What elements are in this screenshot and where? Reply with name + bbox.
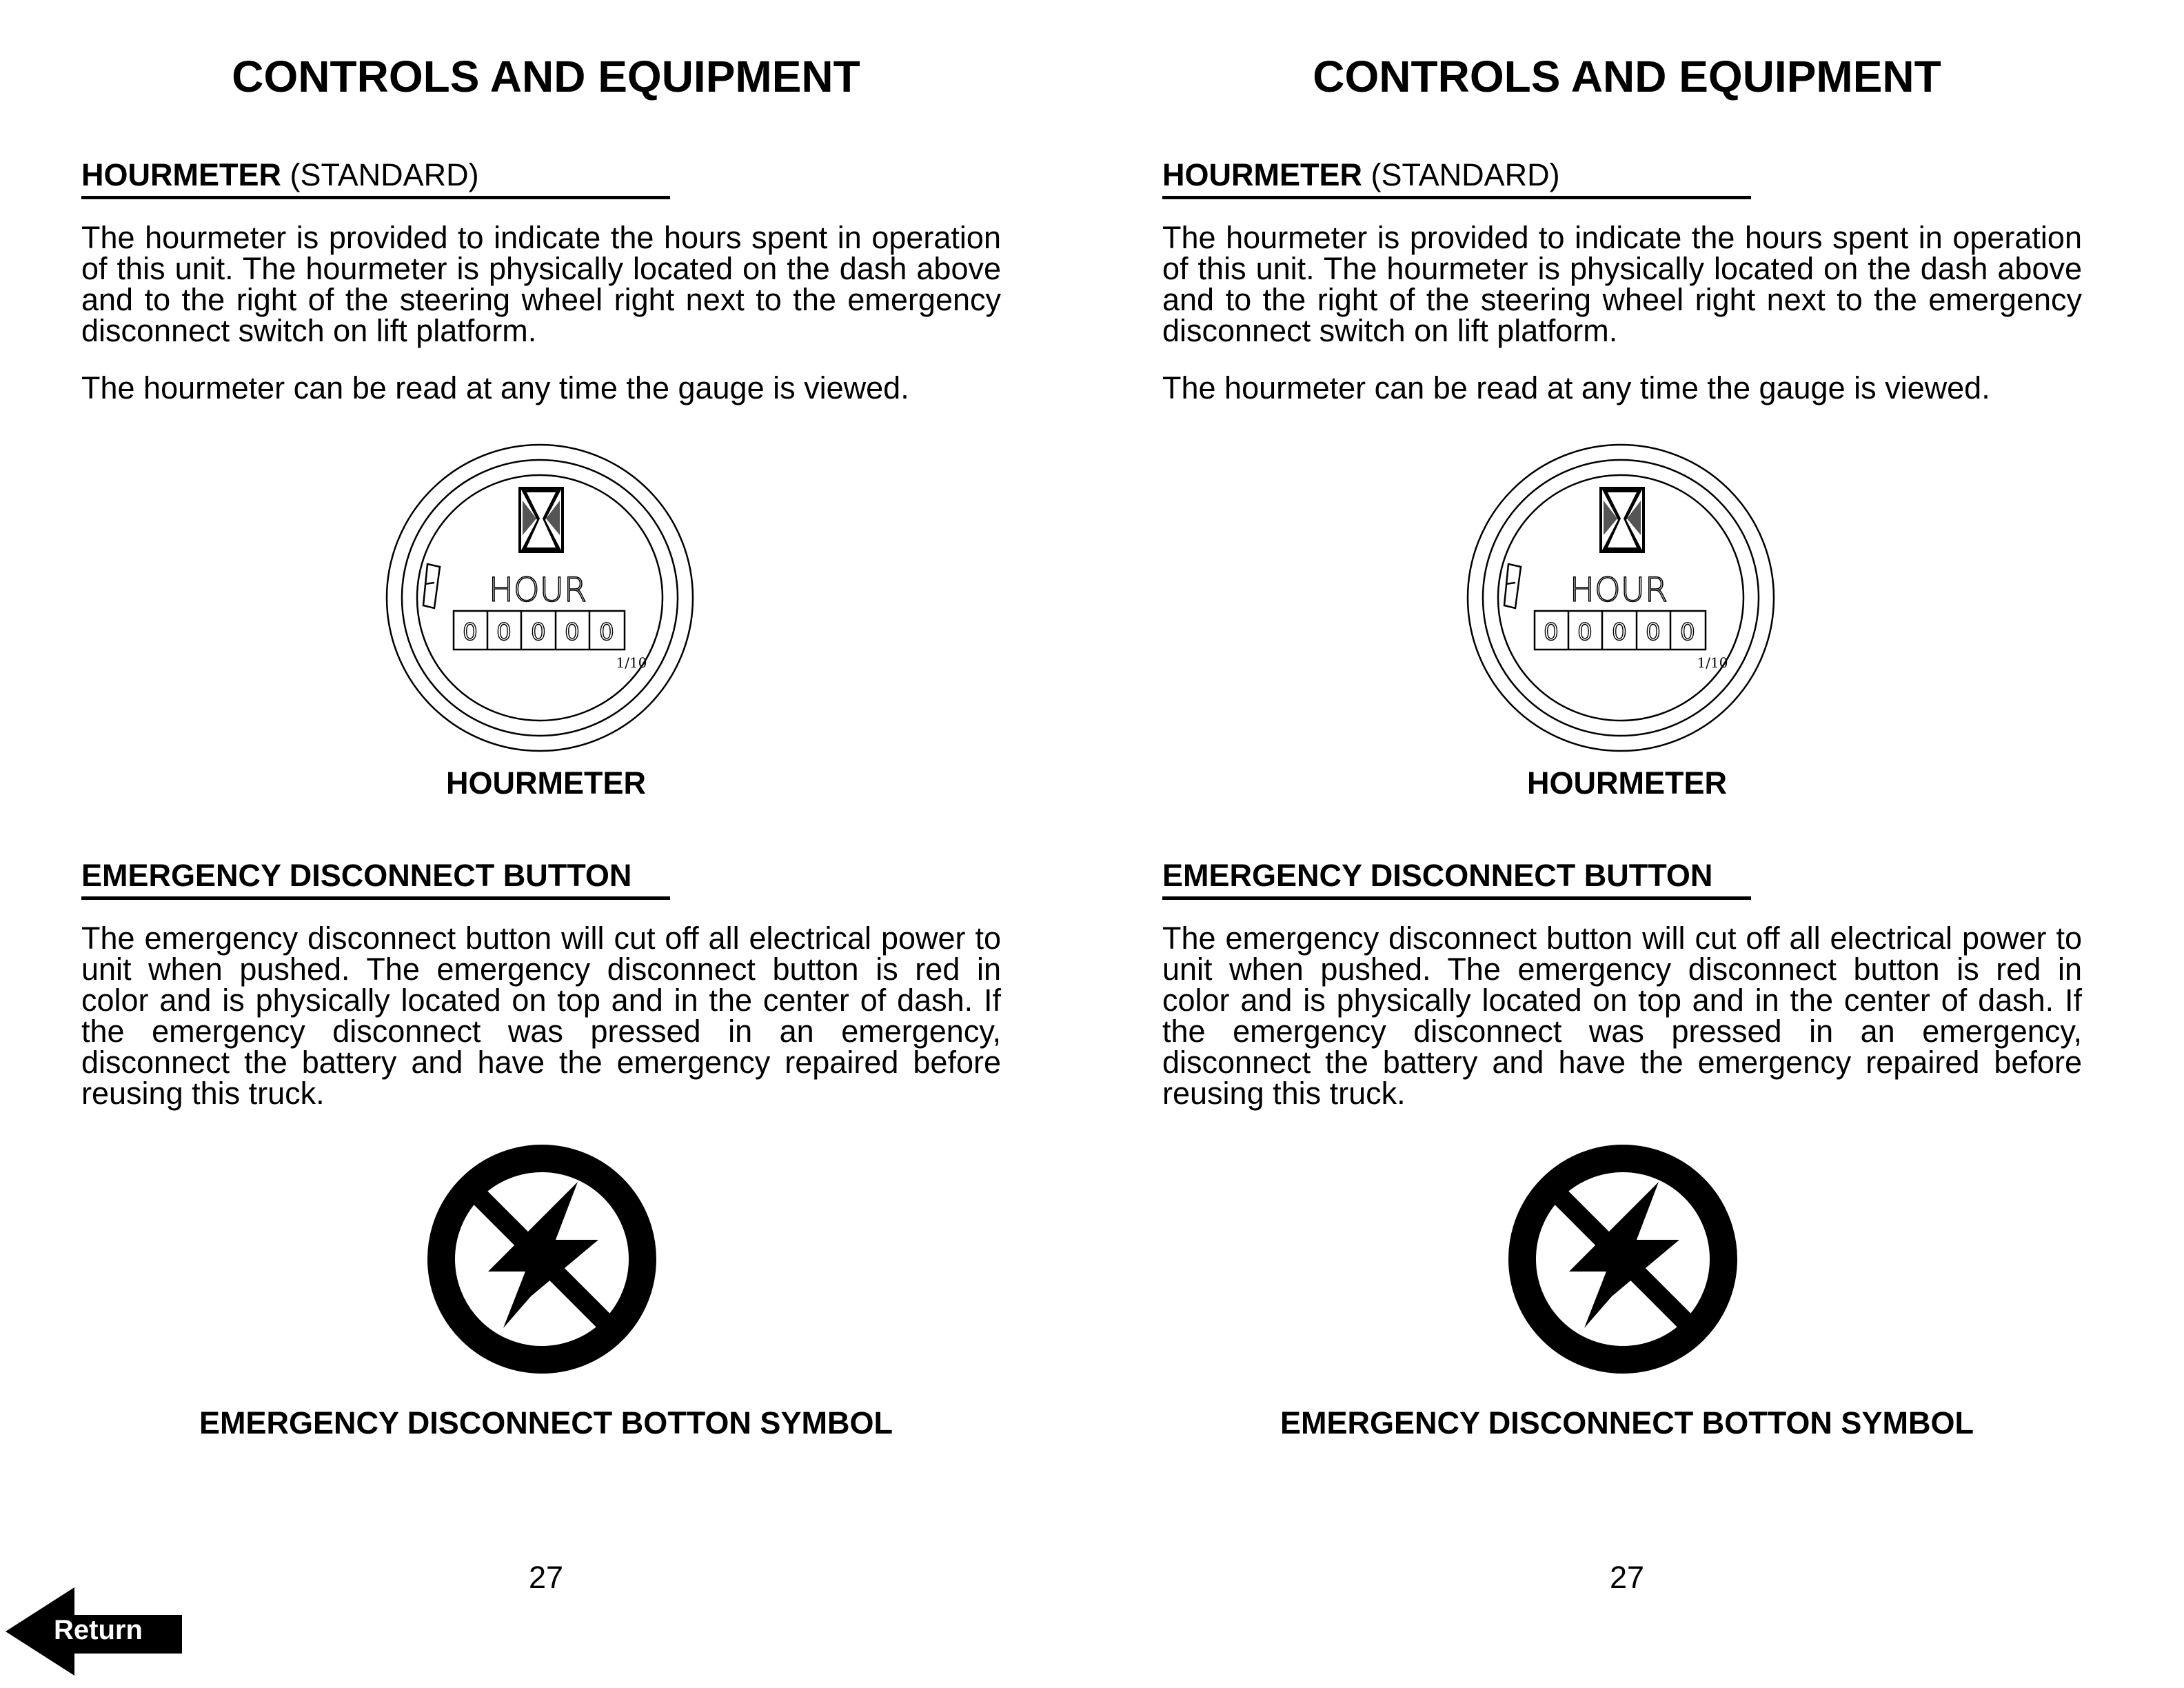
gauge-digit: 0: [463, 619, 478, 646]
emergency-disconnect-figure-caption: EMERGENCY DISCONNECT BOTTON SYMBOL: [199, 1405, 893, 1440]
digit-counter: [454, 611, 625, 650]
emergency-disconnect-heading-text: EMERGENCY DISCONNECT BUTTON: [81, 858, 632, 893]
return-label: Return: [54, 1615, 143, 1645]
hourmeter-reading-note: The hourmeter can be read at any time the gauge is viewed.: [81, 370, 909, 405]
hourmeter-section-heading: [81, 157, 670, 199]
power-disconnect-icon: [1508, 1145, 1737, 1374]
emergency-disconnect-description: The emergency disconnect button will cut off all electrical power to unit when pushed. The emergency disconnect button is red in color and is physically located on top and in the center of dash. If the emergency disconnect was pressed in an emergency, disconnect the battery and have the emergency repaired before reusing this truck.: [1162, 921, 2082, 1111]
emergency-disconnect-heading-text: EMERGENCY DISCONNECT BUTTON: [1162, 858, 1713, 893]
hourmeter-heading-bold: HOURMETER: [1162, 157, 1362, 192]
hourglass-icon: [1601, 488, 1644, 552]
gauge-scale-label: 1/10: [1697, 654, 1728, 671]
page-number: 27: [1609, 1560, 1645, 1595]
emergency-disconnect-section-heading: [81, 858, 670, 900]
hourmeter-heading-qualifier: (STANDARD): [281, 157, 479, 192]
page-right: [1081, 0, 2173, 1688]
gauge-digit: 0: [1646, 619, 1661, 646]
gauge-digit: 0: [599, 619, 614, 646]
hourmeter-heading-qualifier: (STANDARD): [1362, 157, 1560, 192]
power-disconnect-icon: [427, 1145, 656, 1374]
emergency-disconnect-section-heading: [1162, 858, 1751, 900]
page-title: CONTROLS AND EQUIPMENT: [1313, 52, 1941, 101]
indicator-tab-icon: [1504, 564, 1521, 608]
emergency-disconnect-figure-caption: EMERGENCY DISCONNECT BOTTON SYMBOL: [1280, 1405, 1974, 1440]
hourmeter-reading-note: The hourmeter can be read at any time the gauge is viewed.: [1162, 370, 1990, 405]
gauge-digit: 0: [496, 619, 512, 646]
gauge-digit: 0: [565, 619, 580, 646]
page-title: CONTROLS AND EQUIPMENT: [232, 52, 860, 101]
hourmeter-figure-caption: HOURMETER: [1527, 765, 1727, 801]
gauge-scale-label: 1/10: [616, 654, 647, 671]
hourmeter-figure-caption: HOURMETER: [446, 765, 646, 801]
hourglass-icon: [520, 488, 563, 552]
gauge-digit: 0: [1612, 619, 1627, 646]
hourmeter-heading-bold: HOURMETER: [81, 157, 281, 192]
hourmeter-description: The hourmeter is provided to indicate the hours spent in operation of this unit. The hourmeter is physically located on the dash above and to the right of the steering wheel right next to the emergency disconnect switch on lift platform.: [81, 220, 1001, 348]
page-number: 27: [528, 1560, 564, 1595]
hourmeter-gauge: [1466, 443, 1776, 753]
gauge-digit: 0: [1680, 619, 1695, 646]
indicator-tab-icon: [423, 564, 440, 608]
emergency-disconnect-description: The emergency disconnect button will cut off all electrical power to unit when pushed. The emergency disconnect button is red in color and is physically located on top and in the center of dash. If the emergency disconnect was pressed in an emergency, disconnect the battery and have the emergency repaired before reusing this truck.: [81, 921, 1001, 1111]
gauge-digit: 0: [1544, 619, 1559, 646]
hourmeter-description: The hourmeter is provided to indicate the hours spent in operation of this unit. The hourmeter is physically located on the dash above and to the right of the steering wheel right next to the emergency disconnect switch on lift platform.: [1162, 220, 2082, 348]
gauge-digit: 0: [531, 619, 546, 646]
hourmeter-gauge: [385, 443, 695, 753]
gauge-hour-label: HOUR: [488, 571, 587, 610]
hourmeter-gauge-drawing: [385, 443, 695, 753]
hourmeter-section-heading: [1162, 157, 1751, 199]
hourmeter-gauge-drawing: [1466, 443, 1776, 753]
digit-counter: [1535, 611, 1706, 650]
gauge-hour-label: HOUR: [1569, 571, 1668, 610]
return-button[interactable]: [6, 1587, 182, 1676]
gauge-digit: 0: [1577, 619, 1593, 646]
